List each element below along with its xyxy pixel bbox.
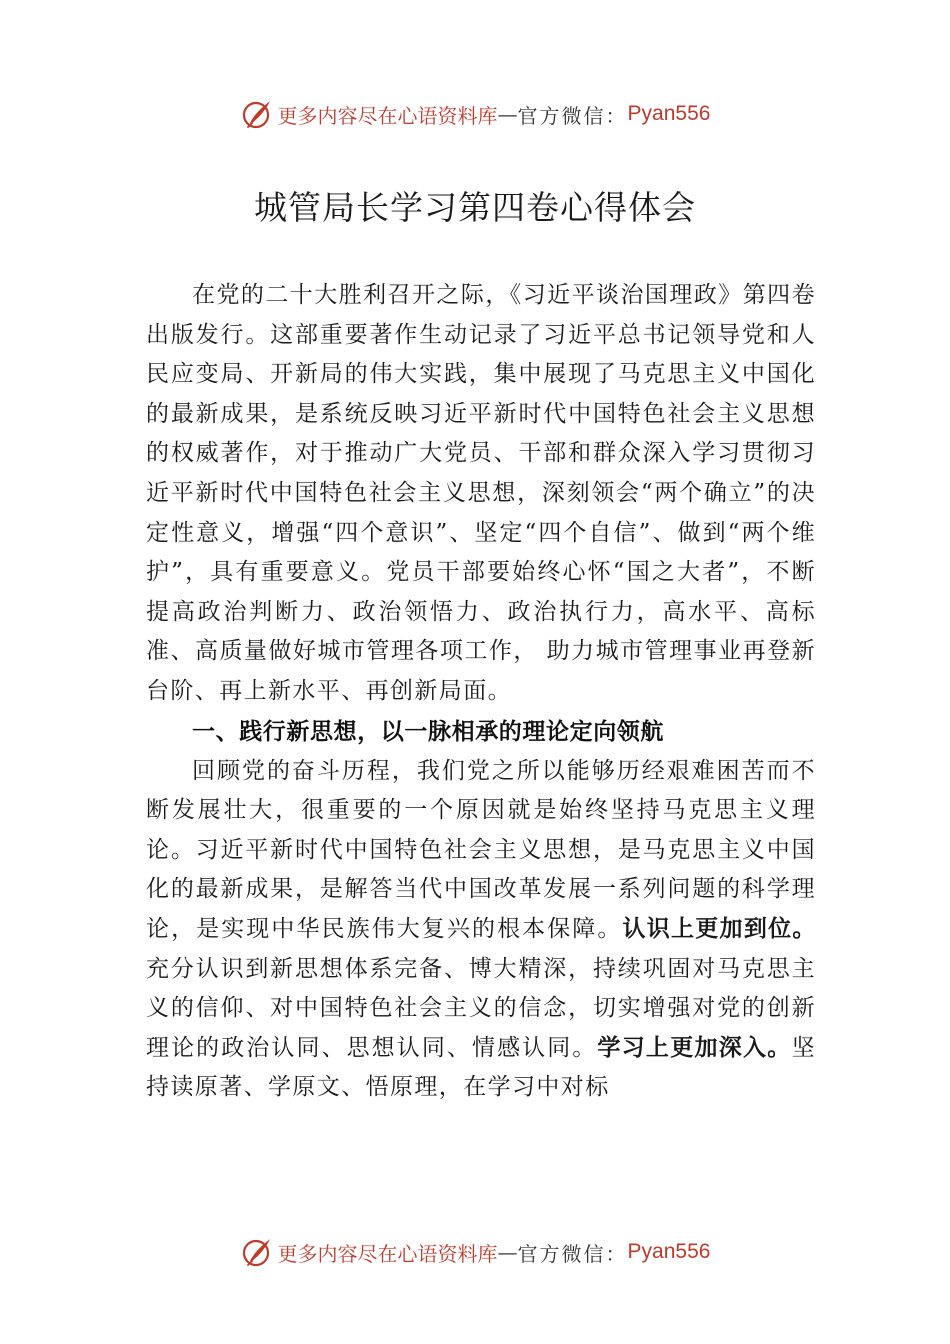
banner-brand-text: 更多内容尽在心语资料库 — [277, 1241, 498, 1266]
quill-logo-icon — [240, 1235, 274, 1269]
paragraph-intro: 在党的二十大胜利召开之际，《习近平谈治国理政》第四卷出版发行。这部重要著作生动记录了习近平总书记领导党和人民应变局、开新局的伟大实践，集中展现了马克思主义中国化的最新成果，是系统反映习近平新时代中国特色社会主义思想的权威著作，对于推动广大党员、干部和群众深入学习贯彻习近平新时代中国特色社会主义思想，深刻领会“两个确立”的决定性意义，增强“四个意识”、坚定“四个自信”、做到“两个维护”，具有重要意义。党员干部要始终心怀“国之大者”，不断提高政治判断力、政治领悟力、政治执行力，高水平、高标准、高质量做好城市管理各项工作， 助力城市管理事业再登新台阶、再上新水平、再创新局面。 — [146, 282, 816, 704]
banner-separator: — — [497, 1240, 518, 1264]
section-heading-1: 一、践行新思想，以一脉相承的理论定向领航 — [192, 718, 664, 745]
paragraph-text: 回顾党的奋斗历程，我们党之所以能够历经艰难困苦而不断发展壮大，很重要的一个原因就是始终坚持马克思主义理论。习近平新时代中国特色社会主义思想，是马克思主义中国化的最新成果，是解答当代中国改革发展一系列问题的科学理论，是实现中华民族伟大复兴的根本保障。 — [146, 757, 816, 942]
paragraph-section-1 — [146, 752, 816, 1108]
paragraph-text: 充分认识到新思想体系完备、博大精深，持续巩固对马克思主义的信仰、对中国特色社会主义的信念，切实增强对党的创新理论的政治认同、思想认同、情感认同。 — [146, 955, 816, 1061]
banner-wechat-id: Pyan556 — [627, 102, 711, 125]
header-banner — [0, 94, 950, 134]
quill-logo-icon — [240, 97, 274, 131]
document-title: 城管局长学习第四卷心得体会 — [254, 188, 696, 227]
footer-banner — [0, 1232, 950, 1272]
document-body — [146, 276, 816, 1108]
bold-lead-phrase: 认识上更加到位。 — [622, 915, 816, 942]
banner-separator: — — [497, 102, 518, 126]
paragraph-text: 坚持读原著、学原文、悟原理，在学习中对标 — [146, 1034, 816, 1101]
bold-lead-phrase: 学习上更加深入。 — [597, 1034, 792, 1061]
banner-wechat-id: Pyan556 — [627, 1240, 711, 1263]
banner-wechat-label: 官方微信： — [517, 103, 628, 128]
banner-wechat-label: 官方微信： — [517, 1241, 628, 1266]
banner-brand-text: 更多内容尽在心语资料库 — [277, 103, 498, 128]
